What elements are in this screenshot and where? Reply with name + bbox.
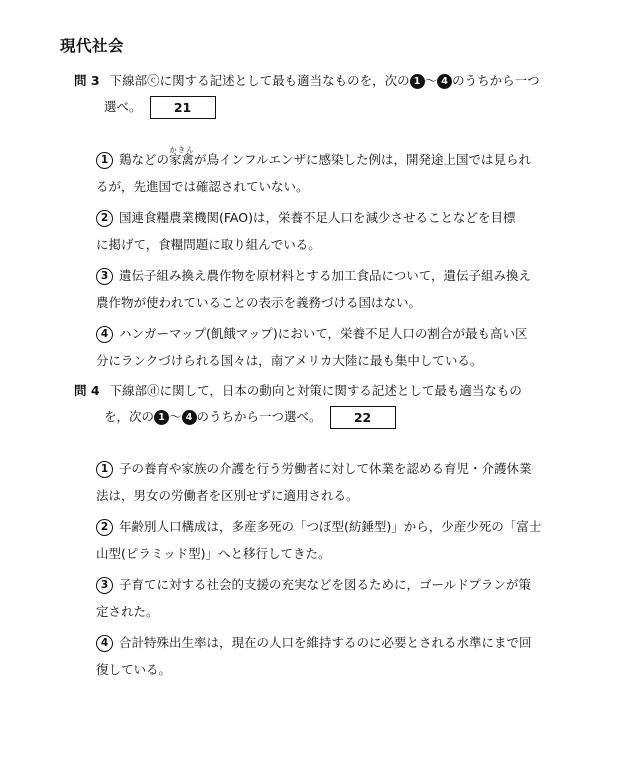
subject-title: 現代社会: [60, 37, 125, 55]
question-text-tail: のうちから一つ選べ。: [196, 409, 322, 424]
ruby-base: 家禽: [169, 152, 195, 167]
question-text: 下線部ⓓに関して，日本の動向と対策に関する記述として最も適当なもの: [109, 383, 522, 398]
choice-text: 年齢別人口構成は，多産多死の「つぼ型(紡錘型)」から，少産少死の「富士: [119, 519, 542, 534]
question-3: [74, 68, 574, 120]
choice-mark: 1: [96, 461, 113, 478]
choice-mark: 3: [96, 577, 113, 594]
choice-range-end: 4: [182, 410, 197, 425]
choice-text: 子の養育や家族の介護を行う労働者に対して休業を認める育児・介護休業: [119, 461, 532, 476]
choice-text-line2: るが，先進国では確認されていない。: [96, 179, 309, 194]
question-text-line2: 選べ。: [104, 99, 142, 114]
choice-mark: 2: [96, 519, 113, 536]
choice-text: 国連食糧農業機関(FAO)は，栄養不足人口を減少させることなどを目標: [119, 210, 516, 225]
choice-item: [96, 513, 566, 567]
choice-text: 子育てに対する社会的支援の充実などを図るために，ゴールドプランが策: [119, 577, 531, 592]
choice-text: ハンガーマップ(飢餓マップ)において，栄養不足人口の割合が最も高い区: [119, 326, 528, 341]
choices-q3: [96, 146, 566, 378]
choice-text: が鳥インフルエンザに感染した例は，開発途上国では見られ: [194, 152, 532, 167]
question-text: 下線部ⓒに関する記述として最も適当なものを，次の: [109, 73, 410, 88]
question-4: [74, 378, 574, 430]
choice-item: [96, 320, 566, 374]
range-separator: ～: [424, 73, 438, 88]
choice-item: [96, 629, 566, 683]
choice-text-line2: 山型(ピラミッド型)」へと移行してきた。: [96, 546, 331, 561]
question-number: 問 4: [74, 383, 100, 398]
choice-item: [96, 571, 566, 625]
choice-text-line2: 農作物が使われていることの表示を義務づける国はない。: [96, 295, 422, 310]
question-number: 問 3: [74, 73, 100, 88]
choice-text: 鶏などの: [119, 152, 170, 167]
choice-range-end: 4: [437, 74, 452, 89]
choice-mark: 4: [96, 326, 113, 343]
choice-mark: 2: [96, 210, 113, 227]
choice-item: [96, 204, 566, 258]
choice-item: [96, 146, 566, 200]
choice-text-line2: 定された。: [96, 604, 159, 619]
choice-mark: 3: [96, 268, 113, 285]
answer-box: 21: [150, 96, 216, 119]
range-separator: ～: [169, 409, 182, 424]
choice-text: 遺伝子組み換え農作物を原材料とする加工食品について，遺伝子組み換え: [119, 268, 532, 283]
choice-item: [96, 455, 566, 509]
ruby-word: [169, 146, 195, 167]
choice-text: 合計特殊出生率は，現在の人口を維持するのに必要とされる水準にまで回: [119, 635, 532, 650]
choice-text-line2: に掲げて，食糧問題に取り組んでいる。: [96, 237, 321, 252]
choice-text-line2: 法は，男女の労働者を区別せずに適用される。: [96, 488, 359, 503]
choice-text-line2: 復している。: [96, 662, 172, 677]
choice-range-start: 1: [154, 410, 169, 425]
choice-mark: 4: [96, 635, 113, 652]
choices-q4: [96, 455, 566, 687]
choice-item: [96, 262, 566, 316]
answer-box: 22: [330, 406, 396, 429]
ruby-reading: かきん: [169, 146, 195, 154]
choice-range-start: 1: [410, 74, 425, 89]
choice-text-line2: 分にランクづけられる国々は，南アメリカ大陸に最も集中している。: [96, 353, 483, 368]
question-text-line2: を，次の: [104, 409, 155, 424]
choice-mark: 1: [96, 152, 113, 169]
question-text-tail: のうちから一つ: [452, 73, 540, 88]
